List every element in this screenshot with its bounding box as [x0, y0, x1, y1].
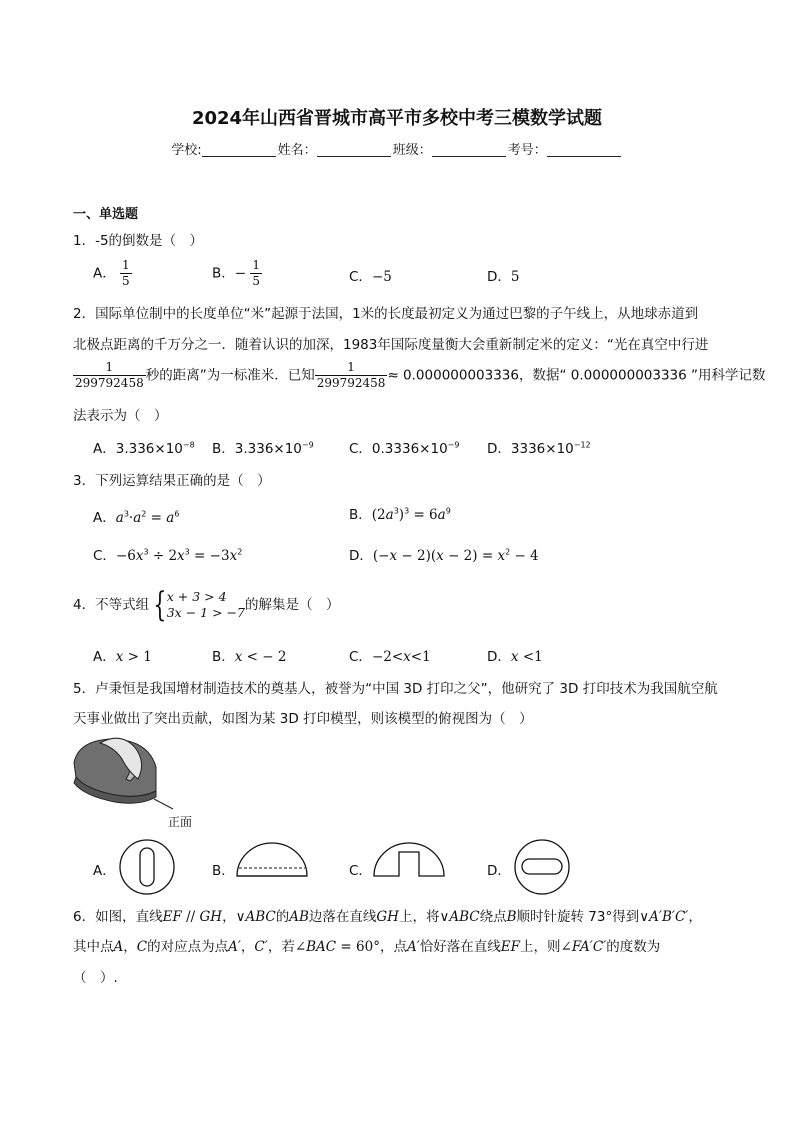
q2-option-a[interactable]: A．$3.336\times 10^{-8}$	[93, 440, 195, 457]
q4-option-d[interactable]: D．x <1	[487, 649, 543, 665]
model-3d-figure	[70, 733, 210, 833]
top-view-c-figure[interactable]	[371, 842, 447, 880]
q5-line-2: 天事业做出了突出贡献，如图为某 3D 打印模型，则该模型的俯视图为（ ）	[73, 711, 533, 727]
name-label: 姓名：	[277, 143, 317, 158]
front-view-label: 正面	[168, 815, 193, 829]
q6-line-2: 其中点A，C的对应点为点A′，C′，若∠BAC = 60°，点A′恰好落在直线EF上，则∠FA′C′的度数为	[73, 939, 661, 955]
fraction: $\frac{1}{5}$	[122, 258, 130, 288]
q2-line-4: 法表示为（ ）	[73, 408, 168, 424]
q4-option-c[interactable]: C．−2<x<1	[349, 649, 431, 665]
q1-option-a[interactable]: A． $\frac{1}{5}$	[93, 258, 130, 288]
top-view-a-figure[interactable]	[118, 838, 178, 898]
exam-number-label: 考号：	[507, 143, 547, 158]
q2-option-d[interactable]: D．$3336\times 10^{-12}$	[487, 440, 591, 457]
class-blank[interactable]	[432, 143, 506, 157]
q2-option-c[interactable]: C．$0.3336\times 10^{-9}$	[349, 440, 460, 457]
q3-option-d[interactable]: D．$(-x - 2)(x - 2) = x^2 - 4$	[349, 547, 539, 564]
q2-line-2: 北极点距离的千万分之一．随着认识的加深，1983年国际度量衡大会重新制定米的定义：“光在真空中行进	[73, 337, 709, 353]
fraction: $\frac{1}{5}$	[252, 258, 261, 288]
exam-number-blank[interactable]	[547, 143, 621, 157]
q3-option-b[interactable]: B．$(2a^3)^3 = 6a^9$	[349, 506, 451, 523]
q6-line-3: （ ）.	[73, 970, 118, 986]
school-label: 学校:	[171, 143, 202, 158]
q2-line-3: $\frac{1}{299792458}$ 秒的距离”为一标准米．已知 $\frac{1}{299792458}$ ≈ 0.000000003336，数据“ 0.000000003336 ”用科学记数	[75, 360, 766, 390]
fraction: $\frac{1}{299792458}$	[75, 360, 144, 390]
top-view-d-figure[interactable]	[511, 838, 573, 898]
q4-stem: 4．不等式组 { x + 3 > 4 3x − 1 > −7 的解集是（ ）	[73, 585, 340, 625]
fraction: $\frac{1}{299792458}$	[316, 360, 386, 390]
q2-line-1: 2．国际单位制中的长度单位“米”起源于法国，1米的长度最初定义为通过巴黎的子午线上，从地球赤道到	[73, 306, 699, 322]
page-title: 2024年山西省晋城市高平市多校中考三模数学试题	[191, 108, 603, 129]
top-view-b-figure[interactable]	[234, 842, 310, 880]
name-blank[interactable]	[317, 143, 391, 157]
system-brace: {	[153, 585, 167, 625]
q4-option-a[interactable]: A．x > 1	[93, 649, 152, 665]
q5-line-1: 5．卢秉恒是我国增材制造技术的奠基人，被誉为“中国 3D 打印之父”，他研究了 3D 打印技术为我国航空航	[73, 681, 718, 697]
q5-option-b[interactable]: B．	[212, 863, 235, 879]
q1-option-c[interactable]: C．−5	[349, 269, 392, 285]
section-heading: 一、单选题	[73, 207, 139, 222]
q5-option-d[interactable]: D．	[487, 863, 511, 879]
q4-option-b[interactable]: B．x < − 2	[212, 649, 287, 665]
q1-stem: 1．-5的倒数是（ ）	[73, 233, 204, 249]
school-blank[interactable]	[202, 143, 276, 157]
q3-stem: 3．下列运算结果正确的是（ ）	[73, 473, 271, 489]
q2-option-b[interactable]: B．$3.336\times 10^{-9}$	[212, 440, 314, 457]
q3-option-a[interactable]: A．$a^3\cdot a^2 = a^6$	[93, 509, 180, 526]
q6-line-1: 6．如图，直线EF // GH，∨ABC的AB边落在直线GH上，将∨ABC绕点B顺时针旋转 73°得到∨A′B′C′，	[73, 909, 702, 925]
inequality-system: x + 3 > 4 3x − 1 > −7	[166, 589, 245, 620]
student-info-line	[0, 139, 794, 158]
q5-option-c[interactable]: C．	[349, 863, 372, 879]
class-label: 班级：	[392, 143, 432, 158]
q1-option-b[interactable]: B．− $\frac{1}{5}$	[212, 258, 261, 288]
q1-option-d[interactable]: D．5	[487, 269, 520, 285]
q3-option-c[interactable]: C．$-6x^3 \div 2x^3 = -3x^2$	[93, 547, 243, 564]
q5-option-a[interactable]: A．	[93, 863, 116, 879]
